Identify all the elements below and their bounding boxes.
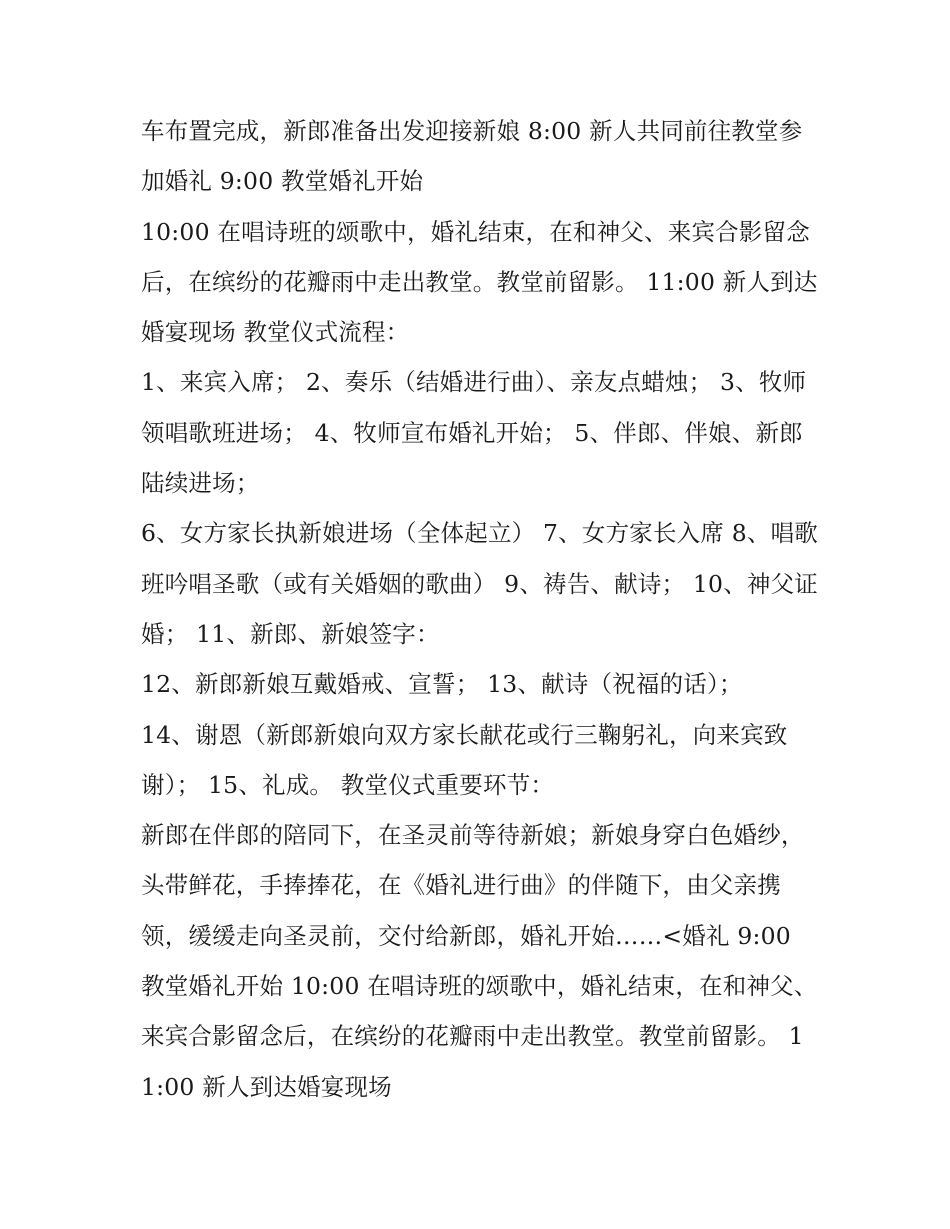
paragraph-7: 新郎在伴郎的陪同下，在圣灵前等待新娘；新娘身穿白色婚纱，头带鲜花，手捧捧花，在《婚礼进行曲》的伴随下，由父亲携领，缓缓走向圣灵前，交付给新郎，婚礼开始……<婚礼 9:00 教堂婚礼开始 10:00 在唱诗班的颂歌中，婚礼结束，在和神父、来宾合影留念后，在缤纷的花瓣雨中走出教堂。教堂前留影。 11:00 新人到达婚宴现场 [141, 821, 818, 1101]
paragraph-6: 14、谢恩（新郎新娘向双方家长献花或行三鞠躬礼，向来宾致谢）； 15、礼成。 教堂仪式重要环节： [141, 720, 788, 799]
paragraph-3: 1、来宾入席； 2、奏乐（结婚进行曲）、亲友点蜡烛； 3、牧师领唱歌班进场； 4、牧师宣布婚礼开始； 5、伴郎、伴娘、新郎陆续进场； [141, 368, 807, 498]
paragraph-2: 10:00 在唱诗班的颂歌中，婚礼结束，在和神父、来宾合影留念后，在缤纷的花瓣雨中走出教堂。教堂前留影。 11:00 新人到达婚宴现场 教堂仪式流程： [141, 217, 818, 347]
paragraph-5: 12、新郎新娘互戴婚戒、宣誓； 13、献诗（祝福的话）； [141, 670, 743, 699]
paragraph-4: 6、女方家长执新娘进场（全体起立） 7、女方家长入席 8、唱歌班吟唱圣歌（或有关婚姻的歌曲） 9、祷告、献诗； 10、神父证婚； 11、新郎、新娘签字： [141, 519, 818, 648]
paragraph-1: 车布置完成，新郎准备出发迎接新娘 8:00 新人共同前往教堂参加婚礼 9:00 教堂婚礼开始 [141, 117, 803, 196]
document-body [141, 106, 821, 1112]
